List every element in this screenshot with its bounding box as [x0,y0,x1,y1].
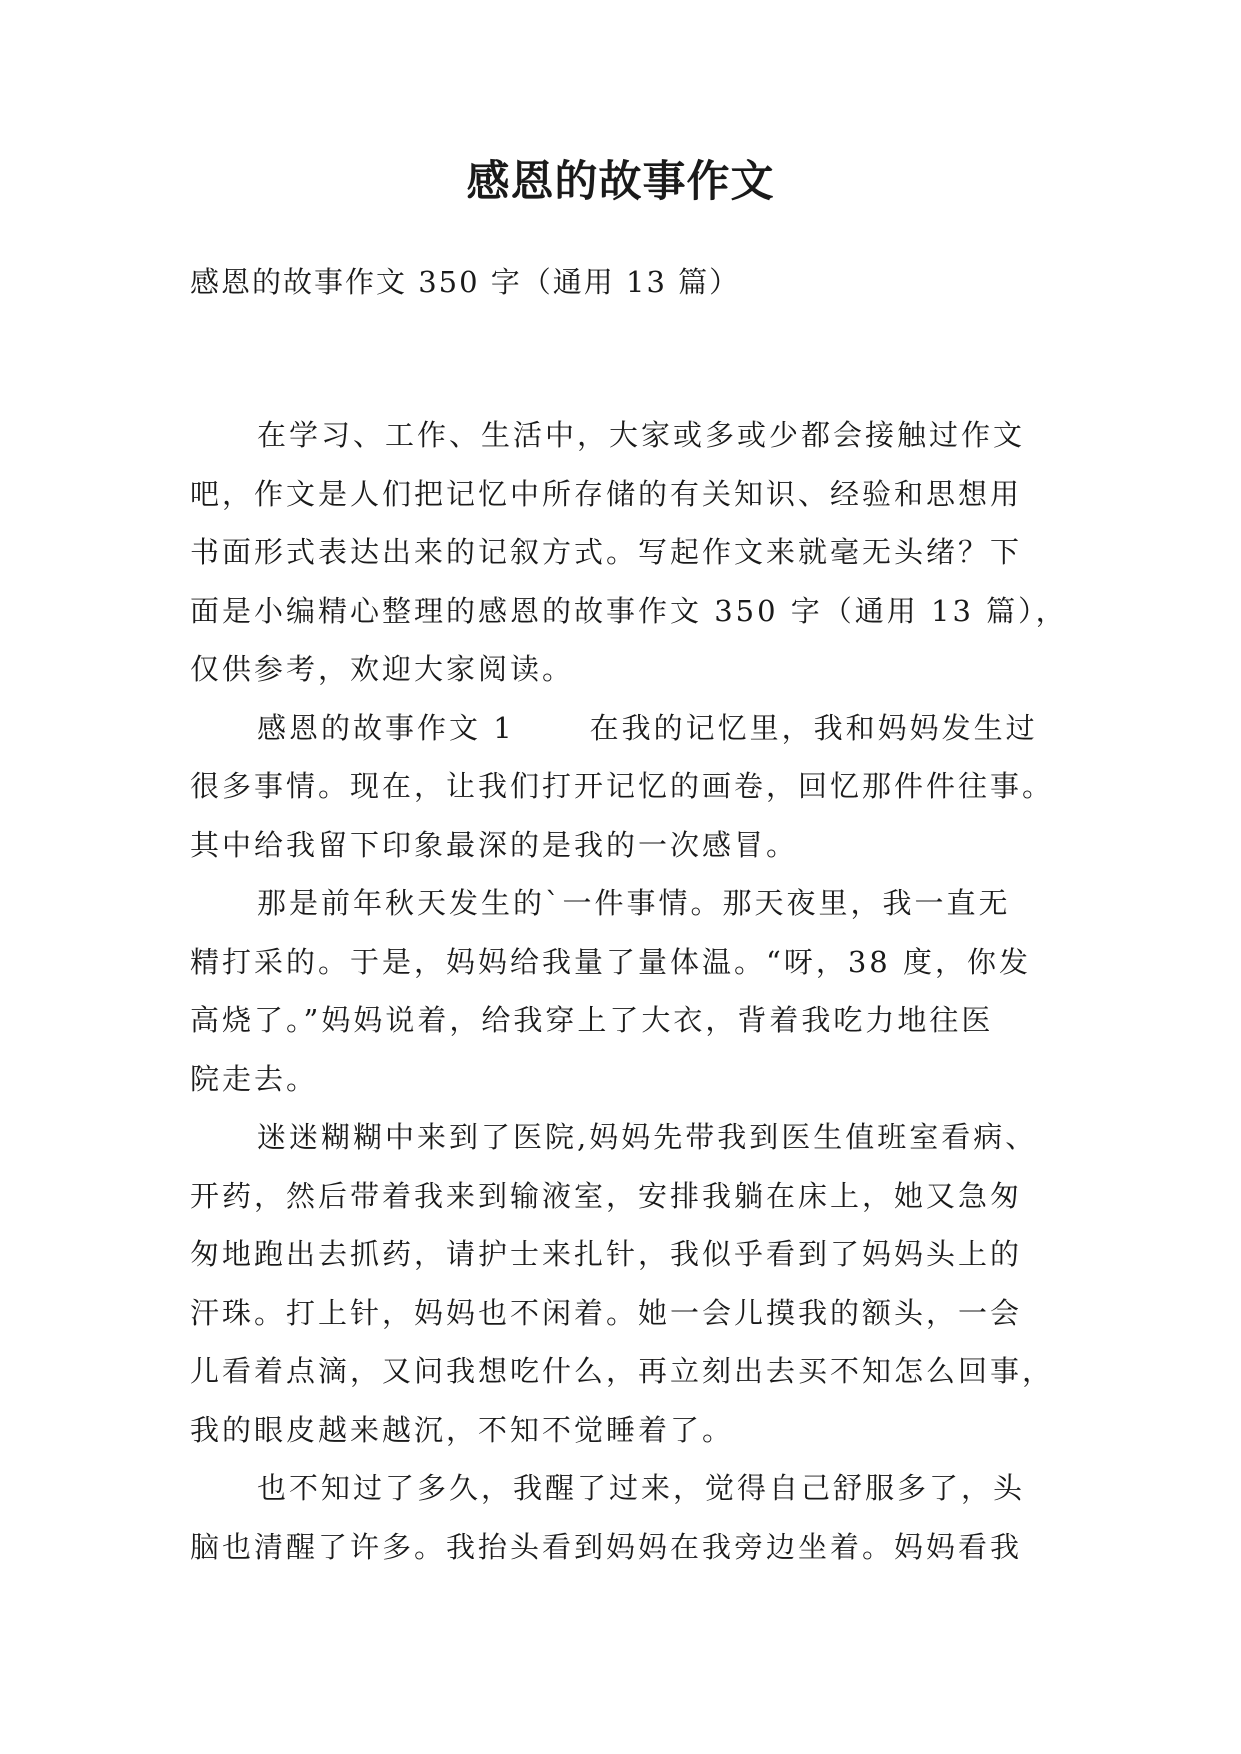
body-line: 在学习、工作、生活中，大家或多或少都会接触过作文 [257,418,1026,452]
body-line: 迷迷糊糊中来到了医院,妈妈先带我到医生值班室看病、 [257,1120,1038,1154]
body-line: 很多事情。现在，让我们打开记忆的画卷，回忆那件件往事。 [190,769,1055,803]
body-line [190,699,1070,758]
body-line: 其中给我留下印象最深的是我的一次感冒。 [190,827,799,862]
body-line: 精打采的。于是，妈妈给我量了量体温。“呀，38 度，你发 [190,944,1031,979]
body-line: 匆地跑出去抓药，请护士来扎针，我似乎看到了妈妈头上的 [190,1237,1023,1271]
body-line: 汗珠。打上针，妈妈也不闲着。她一会儿摸我的额头，一会 [190,1295,1023,1330]
document-subtitle: 感恩的故事作文 350 字（通用 13 篇） [190,265,741,299]
body-line: 那是前年秋天发生的`一件事情。那天夜里，我一直无 [257,886,1011,920]
body-line: 高烧了。”妈妈说着，给我穿上了大衣，背着我吃力地往医 [190,1003,994,1037]
body-line: 面是小编精心整理的感恩的故事作文 350 字（通用 13 篇）， [190,593,1068,628]
body-line: 也不知过了多久，我醒了过来，觉得自己舒服多了，头 [257,1471,1026,1505]
document-title: 感恩的故事作文 [466,157,775,207]
body-text: 在我的记忆里，我和妈妈发生过 [589,710,1038,745]
body-line: 开药，然后带着我来到输液室，安排我躺在床上，她又急匆 [190,1178,1023,1213]
body-line: 脑也清醒了许多。我抬头看到妈妈在我旁边坐着。妈妈看我 [190,1529,1023,1564]
section-heading: 感恩的故事作文 1 [257,710,515,745]
body-line: 仅供参考，欢迎大家阅读。 [190,652,575,686]
body-line: 儿看着点滴，又问我想吃什么，再立刻出去买不知怎么回事， [190,1354,1055,1388]
body-line: 我的眼皮越来越沉，不知不觉睡着了。 [190,1412,735,1447]
document-body [190,406,1070,1576]
body-line: 书面形式表达出来的记叙方式。写起作文来就毫无头绪？下 [190,535,1023,569]
body-line: 院走去。 [190,1061,319,1096]
body-line: 吧，作文是人们把记忆中所存储的有关知识、经验和思想用 [190,476,1023,511]
